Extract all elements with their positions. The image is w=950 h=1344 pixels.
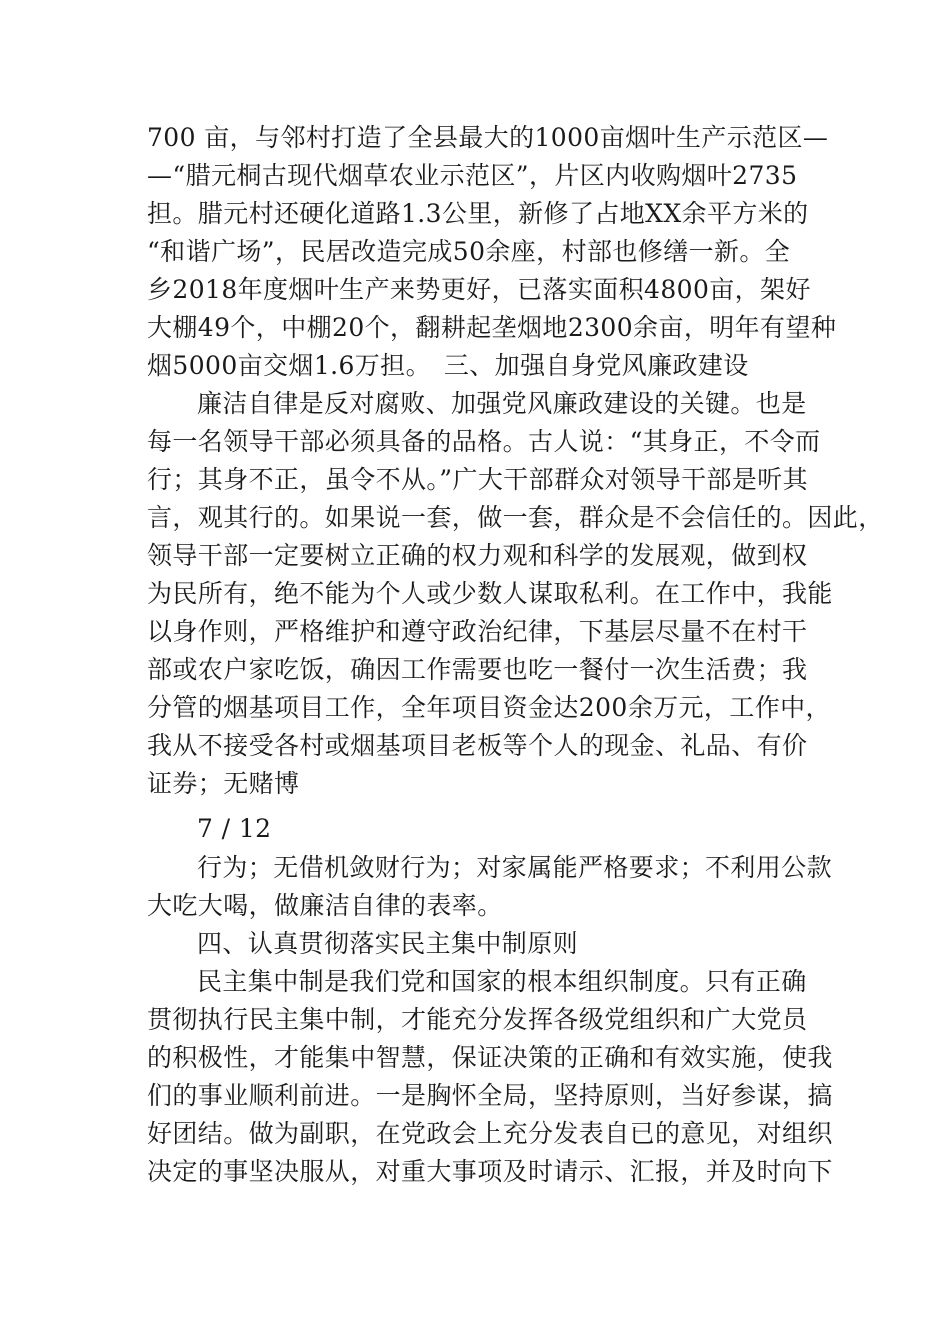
page-number: 7 / 12 bbox=[197, 814, 272, 843]
section-heading: 四、认真贯彻落实民主集中制原则 bbox=[197, 929, 579, 958]
paragraph-line: 担。腊元村还硬化道路1.3公里，新修了占地XX余平方米的 bbox=[147, 199, 809, 228]
paragraph-first-line: 廉洁自律是反对腐败、加强党风廉政建设的关键。也是 bbox=[197, 389, 807, 418]
paragraph-line: 我从不接受各村或烟基项目老板等个人的现金、礼品、有价 bbox=[147, 731, 808, 760]
paragraph-line: 决定的事坚决服从，对重大事项及时请示、汇报，并及时向下 bbox=[147, 1157, 833, 1186]
paragraph-line: 大吃大喝，做廉洁自律的表率。 bbox=[147, 891, 503, 920]
paragraph-line: 分管的烟基项目工作，全年项目资金达200余万元，工作中， bbox=[147, 693, 831, 722]
paragraph-line: 每一名领导干部必须具备的品格。古人说：“其身正，不令而 bbox=[147, 427, 821, 456]
section-heading-line: 烟5000亩交烟1.6万担。 三、加强自身党风廉政建设 bbox=[147, 351, 749, 380]
paragraph-line: 700 亩，与邻村打造了全县最大的1000亩烟叶生产示范区— bbox=[147, 123, 829, 152]
paragraph-line: 乡2018年度烟叶生产来势更好，已落实面积4800亩，架好 bbox=[147, 275, 811, 304]
paragraph-line: 为民所有，绝不能为个人或少数人谋取私利。在工作中，我能 bbox=[147, 579, 833, 608]
paragraph-line: “和谐广场”，民居改造完成50余座，村部也修缮一新。全 bbox=[147, 237, 791, 266]
paragraph-line: 言，观其行的。如果说一套，做一套，群众是不会信任的。因此， bbox=[147, 503, 884, 532]
paragraph-line: 们的事业顺利前进。一是胸怀全局，坚持原则，当好参谋，搞 bbox=[147, 1081, 833, 1110]
paragraph-line: 大棚49个，中棚20个，翻耕起垄烟地2300余亩，明年有望种 bbox=[147, 313, 837, 342]
paragraph-line: 部或农户家吃饭，确因工作需要也吃一餐付一次生活费；我 bbox=[147, 655, 808, 684]
paragraph-line: 以身作则，严格维护和遵守政治纪律，下基层尽量不在村干 bbox=[147, 617, 808, 646]
paragraph-line: 贯彻执行民主集中制，才能充分发挥各级党组织和广大党员 bbox=[147, 1005, 808, 1034]
paragraph-line: —“腊元桐古现代烟草农业示范区”，片区内收购烟叶2735 bbox=[147, 161, 798, 190]
paragraph-line: 领导干部一定要树立正确的权力观和科学的发展观，做到权 bbox=[147, 541, 808, 570]
paragraph-line: 的积极性，才能集中智慧，保证决策的正确和有效实施，使我 bbox=[147, 1043, 833, 1072]
paragraph-first-line: 行为；无借机敛财行为；对家属能严格要求；不利用公款 bbox=[197, 853, 833, 882]
paragraph-first-line: 民主集中制是我们党和国家的根本组织制度。只有正确 bbox=[197, 967, 807, 996]
paragraph-line: 证券；无赌博 bbox=[147, 769, 300, 798]
paragraph-line: 行；其身不正，虽令不从。”广大干部群众对领导干部是听其 bbox=[147, 465, 809, 494]
paragraph-line: 好团结。做为副职，在党政会上充分发表自已的意见，对组织 bbox=[147, 1119, 833, 1148]
